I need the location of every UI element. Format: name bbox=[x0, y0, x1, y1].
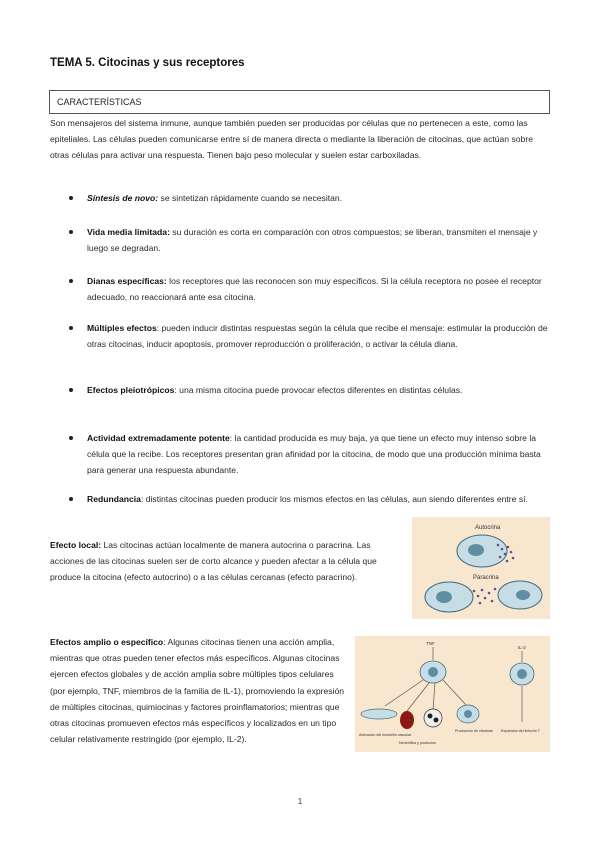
section-header-caracteristicas: CARACTERÍSTICAS bbox=[49, 90, 550, 114]
endothelium-activation-label: Activación del endotelio vascular bbox=[359, 733, 412, 737]
paracrine-label: Paracrina bbox=[473, 575, 499, 581]
bullet-term: Vida media limitada: bbox=[87, 227, 170, 237]
bullet-text: : una misma citocina puede provocar efectos diferentes en distintas células. bbox=[174, 385, 463, 395]
autocrine-paracrine-figure bbox=[412, 517, 550, 619]
bullet-term: Efectos pleiotrópicos bbox=[87, 385, 175, 395]
nucleus-icon bbox=[464, 710, 472, 718]
bullet-term: Múltiples efectos bbox=[87, 323, 157, 333]
bullet-icon bbox=[69, 326, 73, 330]
bullet-icon bbox=[69, 230, 73, 234]
bullet-icon bbox=[69, 497, 73, 501]
nucleus-icon bbox=[516, 590, 530, 600]
bullet-icon bbox=[69, 436, 73, 440]
nucleus-icon bbox=[517, 669, 527, 679]
efecto-amplio-text: : Algunas citocinas tienen una acción amplia, mientras que otras pueden tener efectos más específicos. Algunas citocinas ejercen efectos globales y de acción amplia sobre múltiples tipos celulares (por ejemplo, TNF, miembros de la familia de IL-1), promoviendo la expresión de múltiples citocinas, quimiocinas y factores proinflamatorios; mientras que otras citocinas promueven efectos más específicos y localizados en un tipo celular relativamente restringido (por ejemplo, IL-2). bbox=[50, 637, 345, 745]
granule-icon bbox=[434, 718, 439, 723]
broad-specific-effects-figure bbox=[355, 636, 550, 752]
neutrophil-label: Neutrófilos y productos bbox=[399, 741, 436, 745]
bullet-term: Dianas específicas: bbox=[87, 276, 167, 286]
neutrophil-cell bbox=[424, 709, 442, 727]
bullet-term: Síntesis de novo: bbox=[87, 193, 159, 203]
nucleus-icon bbox=[436, 591, 452, 603]
efecto-local-paragraph bbox=[50, 537, 405, 586]
bullet-term: Redundancia bbox=[87, 494, 141, 504]
tnf-label: TNF bbox=[426, 641, 435, 646]
bullet-icon bbox=[69, 196, 73, 200]
bullet-icon bbox=[69, 388, 73, 392]
efecto-amplio-term: Efectos amplio o específico bbox=[50, 637, 164, 647]
endothelial-cell bbox=[361, 709, 397, 719]
autocrine-label: Autocrina bbox=[475, 525, 501, 531]
bullet-term: Actividad extremadamente potente bbox=[87, 433, 230, 443]
t-cell-expansion-label: Expansión del linfocito T bbox=[501, 729, 540, 733]
efecto-local-text: Las citocinas actúan localmente de manera autocrina o paracrina. Las acciones de las citocinas suelen ser de corto alcance y pueden afectar a la célula que produce la citocina (efecto autocrino) o a las células cercanas (efecto paracrino). bbox=[50, 540, 377, 583]
bullet-text: los receptores que las reconocen son muy específicos. Si la célula receptora no posee el receptor adecuado, no reaccionará ante esa citocina. bbox=[87, 276, 542, 303]
efecto-local-term: Efecto local: bbox=[50, 540, 102, 550]
bullet-icon bbox=[69, 279, 73, 283]
granule-icon bbox=[428, 714, 433, 719]
bullet-text: : distintas citocinas pueden producir los mismos efectos en las células, aun siendo diferentes entre sí. bbox=[140, 494, 528, 504]
bullet-text: : pueden inducir distintas respuestas según la célula que recibe el mensaje: estimular la producción de otras citocinas, inducir apoptosis, promover reproducción o proliferación, o activar la célula diana. bbox=[87, 323, 548, 350]
page-number: 1 bbox=[297, 797, 303, 806]
bullet-text: su duración es corta en comparación con otros compuestos; se liberan, transmiten el mensaje y luego se degradan. bbox=[87, 227, 538, 254]
page-title: TEMA 5. Citocinas y sus receptores bbox=[50, 57, 245, 69]
cytokine-production-label: Producción de citocinas bbox=[455, 729, 493, 733]
intro-paragraph: Son mensajeros del sistema inmune, aunque también pueden ser producidas por células que no pertenecen a este, como las epiteliales. Las células pueden comunicarse entre sí de manera directa o mediante la liberación de citocinas, que actúan sobre otras células para activar una respuesta. Tienen bajo peso molecular y suelen estar carboxiladas. bbox=[50, 118, 533, 161]
nucleus-icon bbox=[468, 544, 484, 556]
bullet-text: se sintetizan rápidamente cuando se necesitan. bbox=[158, 193, 343, 203]
bullet-text: : la cantidad producida es muy baja, ya que tiene un efecto muy intenso sobre la célula que la recibe. Los receptores presentan gran afinidad por la citocina, de modo que una producción mínima basta para generar una respuesta abundante. bbox=[87, 433, 541, 476]
il2-label: IL-2 bbox=[518, 645, 526, 650]
efecto-amplio-paragraph bbox=[50, 634, 350, 747]
red-blood-cell bbox=[400, 711, 414, 729]
nucleus-icon bbox=[428, 667, 438, 677]
